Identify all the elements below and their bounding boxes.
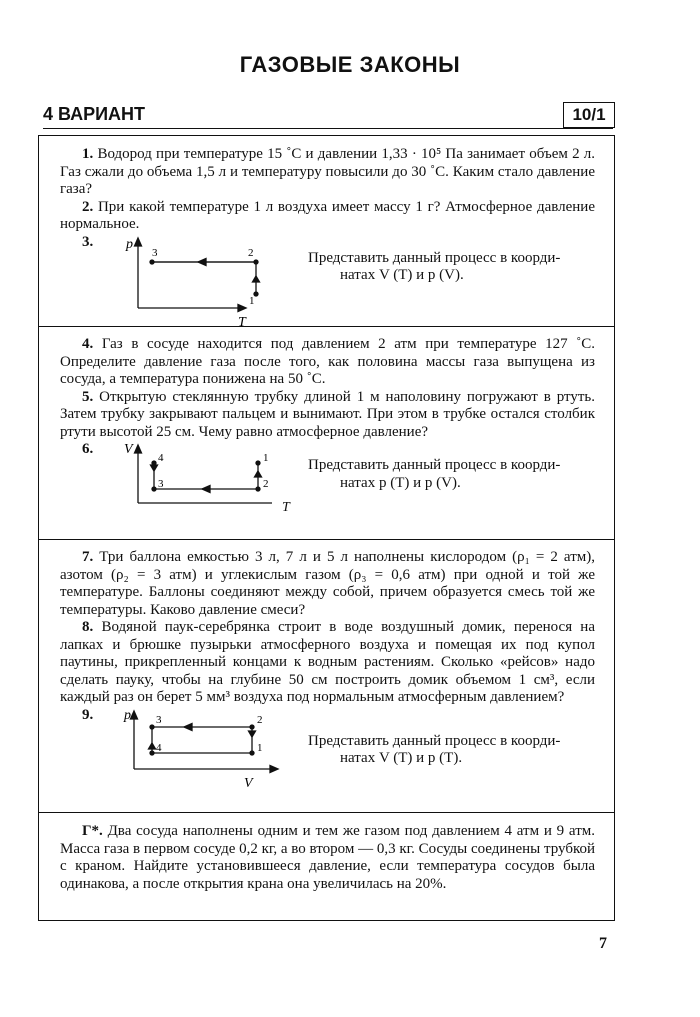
process-diagram-2 xyxy=(112,441,269,519)
header-rule xyxy=(43,128,613,129)
process-diagram-3 xyxy=(112,707,262,789)
problem-number: 6. xyxy=(82,441,94,457)
page-title: ГАЗОВЫЕ ЗАКОНЫ xyxy=(239,52,461,77)
problem-text: Открытую стеклянную трубку длиной 1 м наполовину погружают в ртуть. Затем трубку закрывают пальцем и вынимают. При этом в трубке остался столбик ртути высотой 25 см. Чему равно атмосферное давление? xyxy=(60,388,595,440)
problem-number: 1. xyxy=(82,146,94,162)
problem-g xyxy=(60,823,595,893)
problem-2 xyxy=(60,199,595,234)
section-4-text xyxy=(60,823,595,893)
variant-heading: 4 ВАРИАНТ xyxy=(43,104,146,124)
y-axis-label: p xyxy=(126,236,133,252)
problem-1 xyxy=(60,146,595,199)
point-label-1: 1 xyxy=(249,294,255,307)
x-axis-label: T xyxy=(238,314,246,330)
x-axis-label: T xyxy=(282,500,290,515)
problem-9 xyxy=(60,707,595,799)
problem-8 xyxy=(60,619,595,707)
problem-4 xyxy=(60,336,595,389)
prompt-line: натах V (T) и p (T). xyxy=(340,750,463,766)
problem-text: Водяной паук-серебрянка строит в воде воздушный домик, перенося на лапках и брюшке пузырьки атмосферного воздуха и помещая их под купол паутины, прикрепленный концами к водным растениям. Сколько «рейсов» надо сделать пауку, чтобы на глубине 50 см построить домик объемом 1 см³, если каждый раз он берет 5 мм³ воздуха под нормальным атмосферным давлением? xyxy=(60,619,595,705)
prompt-line: Представить данный процесс в коорди- xyxy=(308,249,561,266)
y-axis-label: V xyxy=(124,442,133,457)
point-label-4: 4 xyxy=(156,741,162,754)
problem-text: Водород при температуре 15 ˚С и давлении 1,33 · 10⁵ Па занимает объем 2 л. Газ сжали до объема 1,5 л и температуру повысили до 30 ˚С. Каким стало давление газа? xyxy=(60,146,595,197)
point-label-3: 3 xyxy=(152,246,158,259)
point-label-2: 2 xyxy=(257,713,263,726)
problem-number: 7. xyxy=(82,549,94,565)
problem-section-2 xyxy=(39,326,614,539)
diagram-prompt xyxy=(308,457,593,492)
problem-section-1 xyxy=(39,136,614,330)
problems-frame xyxy=(38,135,615,921)
section-2-text xyxy=(60,336,595,533)
problem-number: 8. xyxy=(82,619,94,635)
diagram-axes xyxy=(135,445,273,503)
diagram-prompt xyxy=(308,250,593,285)
problem-section-3 xyxy=(39,539,614,812)
section-3-text xyxy=(60,549,595,799)
point-label-2: 2 xyxy=(248,246,254,259)
prompt-line: натах p (T) и p (V). xyxy=(340,474,461,491)
problem-number: 2. xyxy=(82,198,94,215)
page-number: 7 xyxy=(599,935,607,952)
diagram-process xyxy=(150,258,260,296)
point-label-1: 1 xyxy=(257,741,263,754)
problem-number: 5. xyxy=(82,388,94,405)
problem-number: 4. xyxy=(82,336,94,352)
problem-6 xyxy=(60,441,595,533)
variant-code-box: 10/1 xyxy=(563,102,615,128)
problem-text: Три баллона емкостью 3 л, 7 л и 5 л наполнены кислородом (ρ₁ = 2 атм), азотом (ρ₂ = 3 атм) и углекислым газом (ρ₃ = 0,6 атм) при одной и той же температуре. Баллоны соединяют между собой, причем образуется смесь той же температуры. Каково давление смеси? xyxy=(60,549,595,618)
point-label-3: 3 xyxy=(158,478,164,490)
point-label-3: 3 xyxy=(156,713,162,726)
problem-3 xyxy=(60,233,595,330)
problem-text: Два сосуда наполнены одним и тем же газом под давлением 4 атм и 9 атм. Масса газа в первом сосуде 0,2 кг, а во втором — 0,3 кг. Сосуды соединены трубкой с краном. Найдите установившееся давление, если температура сосудов была одинакова, а после открытия крана она увеличилась на 20%. xyxy=(60,823,595,892)
process-diagram-1 xyxy=(112,234,262,330)
problem-5 xyxy=(60,389,595,442)
point-label-1: 1 xyxy=(263,452,269,464)
x-axis-label: V xyxy=(244,775,253,791)
y-axis-label: p xyxy=(124,707,131,723)
prompt-line: Представить данный процесс в коорди- xyxy=(308,457,561,473)
problem-7 xyxy=(60,549,595,619)
diagram-process xyxy=(151,461,262,493)
problem-number: 3. xyxy=(82,233,94,250)
diagram-prompt xyxy=(308,733,593,768)
problem-number: Г*. xyxy=(82,823,103,839)
diagram-process xyxy=(149,723,256,755)
point-label-4: 4 xyxy=(158,452,164,464)
prompt-line: натах V (T) и p (V). xyxy=(340,267,464,283)
problem-text: Газ в сосуде находится под давлением 2 атм при температуре 127 ˚С. Определите давление газа после того, как половина массы газа выпущена из сосуда, а температура понижена на 50 ˚С. xyxy=(60,336,595,387)
problem-text: При какой температуре 1 л воздуха имеет массу 1 г? Атмосферное давление нормальное. xyxy=(60,198,595,232)
problem-section-4 xyxy=(39,812,614,920)
section-1-text xyxy=(60,146,595,330)
prompt-line: Представить данный процесс в коорди- xyxy=(308,732,561,749)
point-label-2: 2 xyxy=(263,478,269,490)
problem-number: 9. xyxy=(82,706,94,723)
